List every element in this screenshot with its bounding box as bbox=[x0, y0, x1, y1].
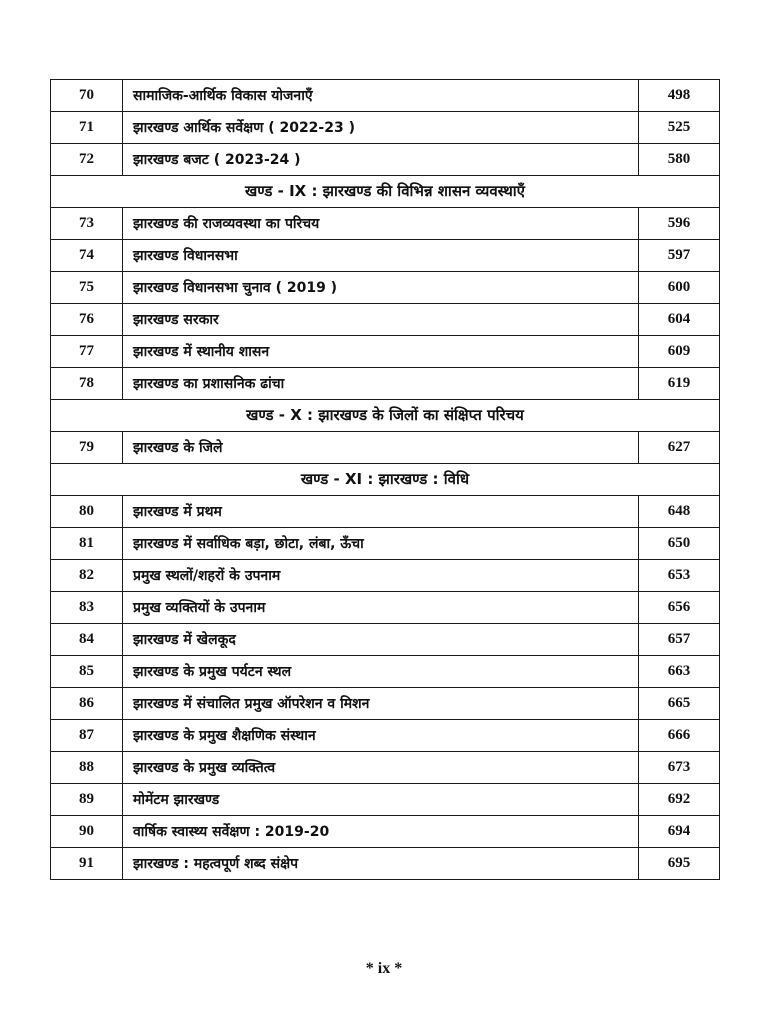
table-row bbox=[51, 208, 720, 240]
page-number: 604 bbox=[639, 304, 720, 336]
table-row bbox=[51, 528, 720, 560]
table-row bbox=[51, 688, 720, 720]
table-row bbox=[51, 496, 720, 528]
chapter-number: 89 bbox=[51, 784, 123, 816]
chapter-title: झारखण्ड विधानसभा bbox=[123, 240, 639, 272]
page-number: 656 bbox=[639, 592, 720, 624]
chapter-title: झारखण्ड के प्रमुख पर्यटन स्थल bbox=[123, 656, 639, 688]
chapter-number: 76 bbox=[51, 304, 123, 336]
page-number: 600 bbox=[639, 272, 720, 304]
chapter-number: 75 bbox=[51, 272, 123, 304]
chapter-number: 79 bbox=[51, 432, 123, 464]
chapter-number: 81 bbox=[51, 528, 123, 560]
page-number: 695 bbox=[639, 848, 720, 880]
chapter-number: 85 bbox=[51, 656, 123, 688]
chapter-title: झारखण्ड का प्रशासनिक ढांचा bbox=[123, 368, 639, 400]
chapter-title: झारखण्ड में सर्वाधिक बड़ा, छोटा, लंबा, ऊँचा bbox=[123, 528, 639, 560]
page-number: 650 bbox=[639, 528, 720, 560]
chapter-number: 70 bbox=[51, 80, 123, 112]
chapter-title: मोमेंटम झारखण्ड bbox=[123, 784, 639, 816]
page-number: 525 bbox=[639, 112, 720, 144]
chapter-number: 84 bbox=[51, 624, 123, 656]
table-row bbox=[51, 368, 720, 400]
table-row bbox=[51, 80, 720, 112]
page-number: 692 bbox=[639, 784, 720, 816]
table-row bbox=[51, 144, 720, 176]
chapter-number: 77 bbox=[51, 336, 123, 368]
table-row bbox=[51, 304, 720, 336]
section-heading: खण्ड - XI : झारखण्ड : विधि bbox=[51, 464, 720, 496]
page-number: 648 bbox=[639, 496, 720, 528]
chapter-title: झारखण्ड में संचालित प्रमुख ऑपरेशन व मिशन bbox=[123, 688, 639, 720]
table-row bbox=[51, 656, 720, 688]
chapter-title: झारखण्ड विधानसभा चुनाव ( 2019 ) bbox=[123, 272, 639, 304]
table-row bbox=[51, 816, 720, 848]
chapter-number: 88 bbox=[51, 752, 123, 784]
chapter-number: 74 bbox=[51, 240, 123, 272]
page-number-footer: * ix * bbox=[365, 960, 403, 977]
chapter-title: प्रमुख व्यक्तियों के उपनाम bbox=[123, 592, 639, 624]
page-number: 580 bbox=[639, 144, 720, 176]
page-number: 653 bbox=[639, 560, 720, 592]
chapter-number: 73 bbox=[51, 208, 123, 240]
section-heading: खण्ड - IX : झारखण्ड की विभिन्न शासन व्यवस्थाएँ bbox=[51, 176, 720, 208]
chapter-title: सामाजिक-आर्थिक विकास योजनाएँ bbox=[123, 80, 639, 112]
table-row bbox=[51, 432, 720, 464]
table-row bbox=[51, 112, 720, 144]
page-number: 665 bbox=[639, 688, 720, 720]
section-heading-row bbox=[51, 176, 720, 208]
page-number: 498 bbox=[639, 80, 720, 112]
page-number: 597 bbox=[639, 240, 720, 272]
page-number: 694 bbox=[639, 816, 720, 848]
section-heading-row bbox=[51, 400, 720, 432]
chapter-number: 83 bbox=[51, 592, 123, 624]
chapter-title: झारखण्ड में खेलकूद bbox=[123, 624, 639, 656]
chapter-title: झारखण्ड सरकार bbox=[123, 304, 639, 336]
chapter-title: झारखण्ड के प्रमुख शैक्षणिक संस्थान bbox=[123, 720, 639, 752]
chapter-title: झारखण्ड की राजव्यवस्था का परिचय bbox=[123, 208, 639, 240]
chapter-number: 72 bbox=[51, 144, 123, 176]
page-number: 619 bbox=[639, 368, 720, 400]
section-heading: खण्ड - X : झारखण्ड के जिलों का संक्षिप्त परिचय bbox=[51, 400, 720, 432]
chapter-number: 78 bbox=[51, 368, 123, 400]
section-heading-row bbox=[51, 464, 720, 496]
chapter-number: 80 bbox=[51, 496, 123, 528]
chapter-number: 87 bbox=[51, 720, 123, 752]
table-row bbox=[51, 624, 720, 656]
chapter-number: 71 bbox=[51, 112, 123, 144]
chapter-title: झारखण्ड के जिले bbox=[123, 432, 639, 464]
page-number: 663 bbox=[639, 656, 720, 688]
table-row bbox=[51, 848, 720, 880]
chapter-number: 86 bbox=[51, 688, 123, 720]
chapter-title: झारखण्ड : महत्वपूर्ण शब्द संक्षेप bbox=[123, 848, 639, 880]
chapter-title: झारखण्ड बजट ( 2023-24 ) bbox=[123, 144, 639, 176]
table-of-contents bbox=[50, 79, 720, 880]
chapter-title: प्रमुख स्थलों/शहरों के उपनाम bbox=[123, 560, 639, 592]
page-number: 666 bbox=[639, 720, 720, 752]
page-number: 609 bbox=[639, 336, 720, 368]
table-row bbox=[51, 592, 720, 624]
chapter-number: 91 bbox=[51, 848, 123, 880]
chapter-number: 82 bbox=[51, 560, 123, 592]
table-row bbox=[51, 272, 720, 304]
chapter-title: वार्षिक स्वास्थ्य सर्वेक्षण : 2019-20 bbox=[123, 816, 639, 848]
table-row bbox=[51, 240, 720, 272]
table-row bbox=[51, 720, 720, 752]
page-number: 657 bbox=[639, 624, 720, 656]
page-number: 596 bbox=[639, 208, 720, 240]
page-number: 673 bbox=[639, 752, 720, 784]
chapter-number: 90 bbox=[51, 816, 123, 848]
table-row bbox=[51, 336, 720, 368]
page-number: 627 bbox=[639, 432, 720, 464]
chapter-title: झारखण्ड आर्थिक सर्वेक्षण ( 2022-23 ) bbox=[123, 112, 639, 144]
table-row bbox=[51, 784, 720, 816]
table-row bbox=[51, 560, 720, 592]
chapter-title: झारखण्ड में प्रथम bbox=[123, 496, 639, 528]
toc-body bbox=[51, 80, 720, 880]
chapter-title: झारखण्ड के प्रमुख व्यक्तित्व bbox=[123, 752, 639, 784]
table-row bbox=[51, 752, 720, 784]
chapter-title: झारखण्ड में स्थानीय शासन bbox=[123, 336, 639, 368]
